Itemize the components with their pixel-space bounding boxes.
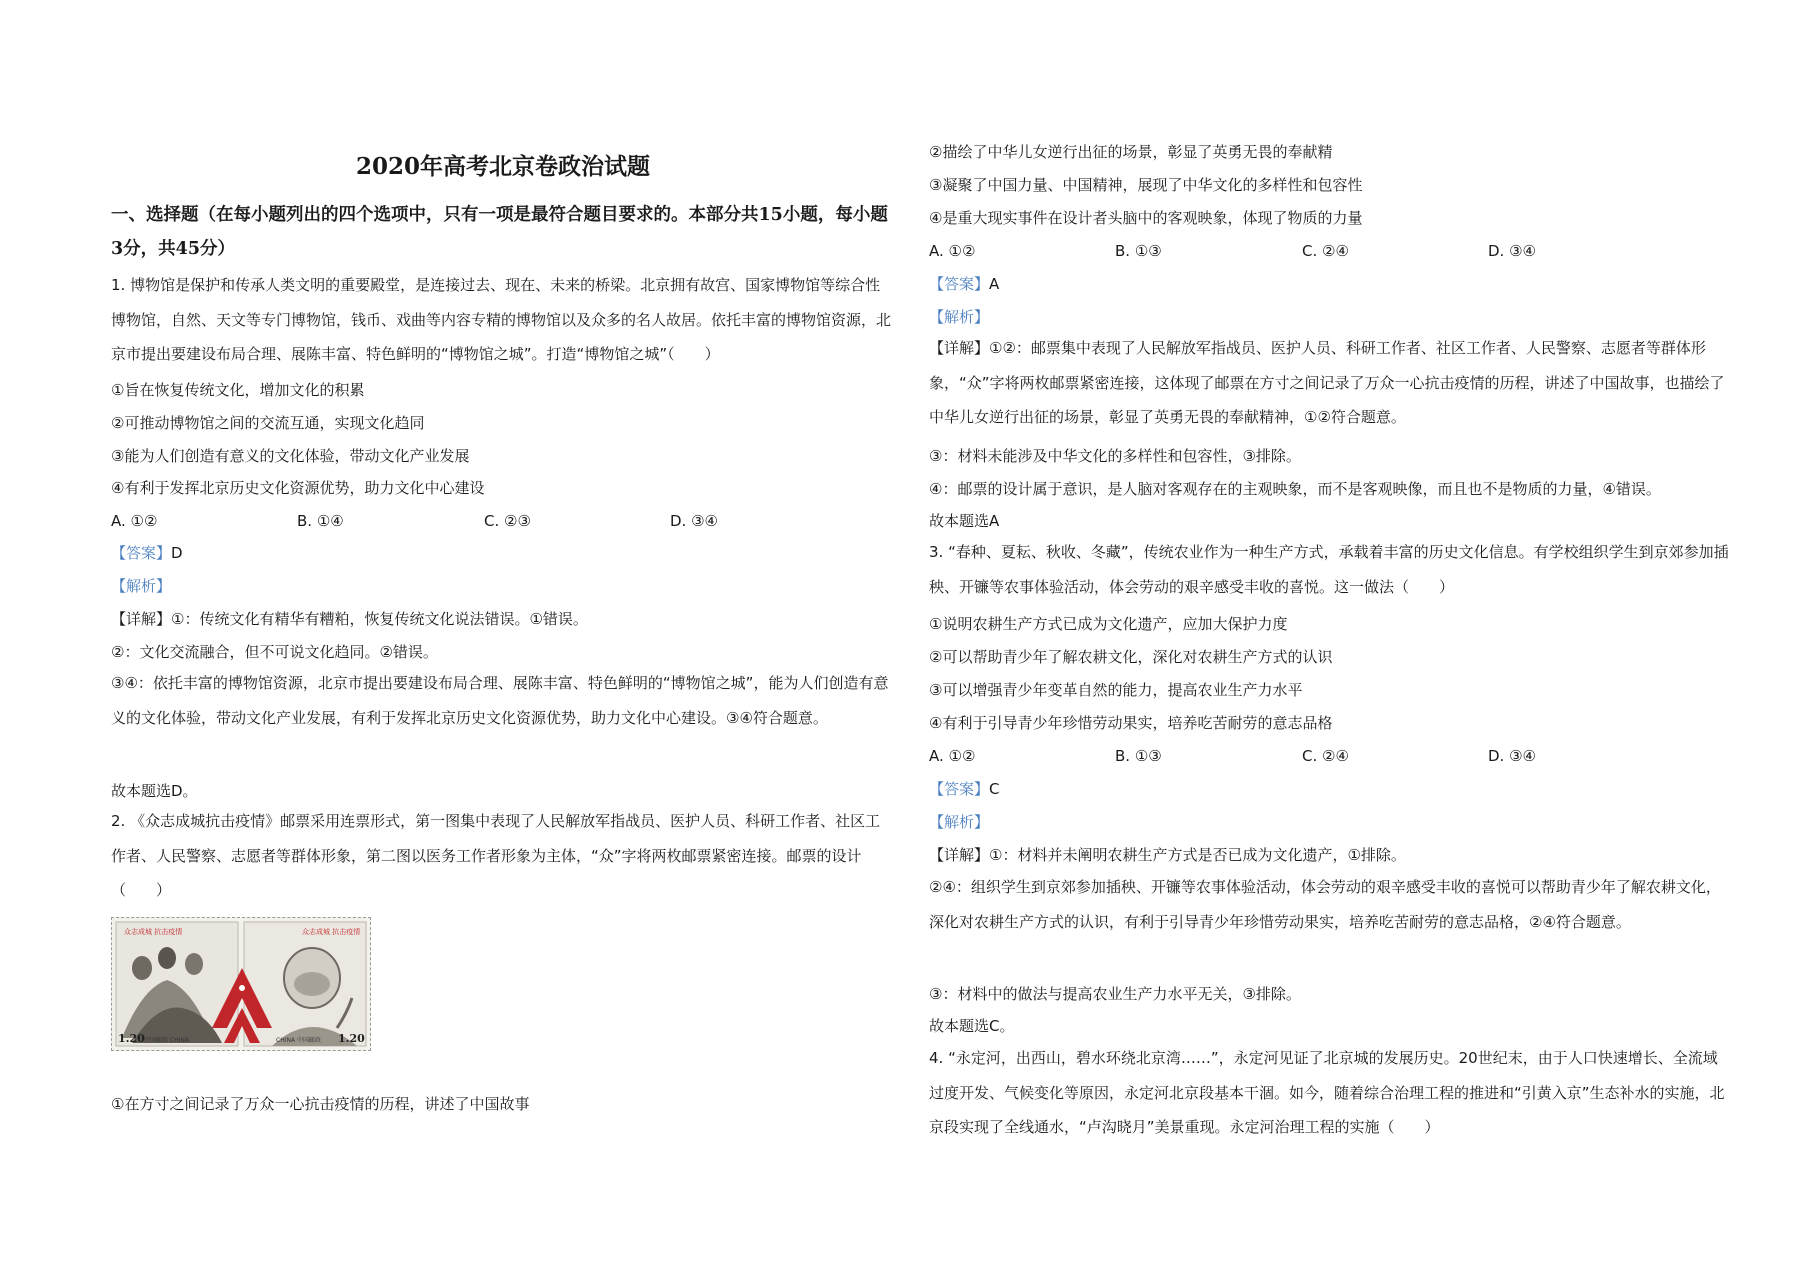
q3-detail-3: ③：材料中的做法与提高农业生产力水平无关，③排除。 bbox=[929, 985, 1301, 1003]
q2-option-c: C. ②④ bbox=[1302, 242, 1349, 260]
q3-option-a: A. ①② bbox=[929, 747, 976, 765]
q2-detail-3: ④：邮票的设计属于意识，是人脑对客观存在的主观映象，而不是客观映像，而且也不是物质的力量，④错误。 bbox=[929, 480, 1661, 498]
stamp-text-left-top: 众志成城 抗击疫情 bbox=[124, 928, 183, 936]
q1-item-4: ④有利于发挥北京历史文化资源优势，助力文化中心建设 bbox=[111, 479, 485, 497]
stamp-text-right-top: 众志成城 抗击疫情 bbox=[302, 928, 361, 936]
stamp-image bbox=[111, 917, 371, 1051]
stamp-country-right: CHINA 中国邮政 bbox=[276, 1037, 321, 1044]
q3-option-b: B. ①③ bbox=[1115, 747, 1162, 765]
q1-item-2: ②可推动博物馆之间的交流互通，实现文化趋同 bbox=[111, 414, 425, 432]
q1-detail-3: ③④：依托丰富的博物馆资源，北京市提出要建设布局合理、展陈丰富、特色鲜明的“博物馆之城”，能为人们创造有意义的文化体验，带动文化产业发展，有利于发挥北京历史文化资源优势，助力文化中心建设。③④符合题意。 bbox=[111, 674, 889, 727]
q1-conclusion: 故本题选D。 bbox=[111, 782, 198, 800]
q2-item-2: ②描绘了中华儿女逆行出征的场景，彰显了英勇无畏的奉献精 bbox=[929, 143, 1333, 161]
q3-detail-2: ②④：组织学生到京郊参加插秧、开镰等农事体验活动，体会劳动的艰辛感受丰收的喜悦可以帮助青少年了解农耕文化，深化对农耕生产方式的认识，有利于引导青少年珍惜劳动果实，培养吃苦耐劳的意志品格，②④符合题意。 bbox=[929, 878, 1721, 931]
q3-item-2: ②可以帮助青少年了解农耕文化，深化对农耕生产方式的认识 bbox=[929, 648, 1333, 666]
q3-item-1: ①说明农耕生产方式已成为文化遗产，应加大保护力度 bbox=[929, 615, 1288, 633]
stamp-country-left: 中国邮政 CHINA bbox=[144, 1037, 189, 1044]
answer-tag: 【答案】 bbox=[929, 780, 990, 798]
answer-tag: 【答案】 bbox=[929, 275, 990, 293]
q2-option-d: D. ③④ bbox=[1488, 242, 1536, 260]
q3-conclusion: 故本题选C。 bbox=[929, 1017, 1015, 1035]
stamp-value-right: 1.20 bbox=[338, 1032, 365, 1045]
section-heading: 一、选择题（在每小题列出的四个选项中，只有一项是最符合题目要求的。本部分共15小题，每小题3分，共45分） bbox=[111, 205, 888, 259]
q1-item-1: ①旨在恢复传统文化，增加文化的积累 bbox=[111, 381, 365, 399]
answer-tag: 【答案】 bbox=[111, 544, 172, 562]
q3-option-d: D. ③④ bbox=[1488, 747, 1536, 765]
q1-option-b: B. ①④ bbox=[297, 512, 344, 530]
answer-value: C bbox=[989, 780, 1000, 798]
answer-value: A bbox=[989, 275, 1000, 293]
q2-item-1: ①在方寸之间记录了万众一心抗击疫情的历程，讲述了中国故事 bbox=[111, 1095, 530, 1113]
q3-item-3: ③可以增强青少年变革自然的能力，提高农业生产力水平 bbox=[929, 681, 1303, 699]
answer-value: D bbox=[171, 544, 183, 562]
q3-answer bbox=[929, 778, 1000, 800]
q2-conclusion: 故本题选A bbox=[929, 512, 1000, 530]
q2-answer bbox=[929, 273, 999, 295]
stamp-value-left: 1.20 bbox=[118, 1032, 145, 1045]
q1-option-a: A. ①② bbox=[111, 512, 158, 530]
q2-detail-1: 【详解】①②：邮票集中表现了人民解放军指战员、医护人员、科研工作者、社区工作者、人民警察、志愿者等群体形象，“众”字将两枚邮票紧密连接，这体现了邮票在方寸之间记录了万众一心抗击疫情的历程，讲述了中国故事，也描绘了中华儿女逆行出征的场景，彰显了英勇无畏的奉献精神，①②符合题意。 bbox=[929, 339, 1725, 426]
q1-option-d: D. ③④ bbox=[670, 512, 718, 530]
q3-item-4: ④有利于引导青少年珍惜劳动果实，培养吃苦耐劳的意志品格 bbox=[929, 714, 1333, 732]
q4-stem: 4. “永定河，出西山，碧水环绕北京湾……”，永定河见证了北京城的发展历史。20世纪末，由于人口快速增长、全流域过度开发、气候变化等原因，永定河北京段基本干涸。如今，随着综合治理工程的推进和“引黄入京”生态补水的实施，北京段实现了全线通水，“卢沟晓月”美景重现。永定河治理工程的实施（ ） bbox=[929, 1049, 1725, 1136]
q1-detail-2: ②：文化交流融合，但不可说文化趋同。②错误。 bbox=[111, 643, 438, 661]
q2-analysis-tag: 【解析】 bbox=[929, 308, 990, 326]
q3-option-c: C. ②④ bbox=[1302, 747, 1349, 765]
q2-item-3: ③凝聚了中国力量、中国精神，展现了中华文化的多样性和包容性 bbox=[929, 176, 1363, 194]
q3-stem: 3. “春种、夏耘、秋收、冬藏”，传统农业作为一种生产方式，承载着丰富的历史文化信息。有学校组织学生到京郊参加插秧、开镰等农事体验活动，体会劳动的艰辛感受丰收的喜悦。这一做法（ ） bbox=[929, 543, 1729, 596]
q2-option-b: B. ①③ bbox=[1115, 242, 1162, 260]
q1-detail-1: 【详解】①：传统文化有精华有糟粕，恢复传统文化说法错误。①错误。 bbox=[111, 610, 588, 628]
q1-item-3: ③能为人们创造有意义的文化体验，带动文化产业发展 bbox=[111, 447, 470, 465]
q2-option-a: A. ①② bbox=[929, 242, 976, 260]
q2-item-4: ④是重大现实事件在设计者头脑中的客观映象，体现了物质的力量 bbox=[929, 209, 1363, 227]
q2-stem: 2. 《众志成城抗击疫情》邮票采用连票形式，第一图集中表现了人民解放军指战员、医护人员、科研工作者、社区工作者、人民警察、志愿者等群体形象，第二图以医务工作者形象为主体，“众”字将两枚邮票紧密连接。邮票的设计（ ） bbox=[111, 812, 881, 899]
q3-analysis-tag: 【解析】 bbox=[929, 813, 990, 831]
q1-option-c: C. ②③ bbox=[484, 512, 531, 530]
q1-answer bbox=[111, 542, 183, 564]
page-title: 2020年高考北京卷政治试题 bbox=[355, 153, 650, 180]
q3-detail-1: 【详解】①：材料并未阐明农耕生产方式是否已成为文化遗产，①排除。 bbox=[929, 846, 1406, 864]
q1-analysis-tag: 【解析】 bbox=[111, 577, 172, 595]
q1-stem: 1. 博物馆是保护和传承人类文明的重要殿堂，是连接过去、现在、未来的桥梁。北京拥有故宫、国家博物馆等综合性博物馆，自然、天文等专门博物馆，钱币、戏曲等内容专精的博物馆以及众多的名人故居。依托丰富的博物馆资源，北京市提出要建设布局合理、展陈丰富、特色鲜明的“博物馆之城”。打造“博物馆之城”（ ） bbox=[111, 276, 892, 363]
q2-detail-2: ③：材料未能涉及中华文化的多样性和包容性，③排除。 bbox=[929, 447, 1301, 465]
